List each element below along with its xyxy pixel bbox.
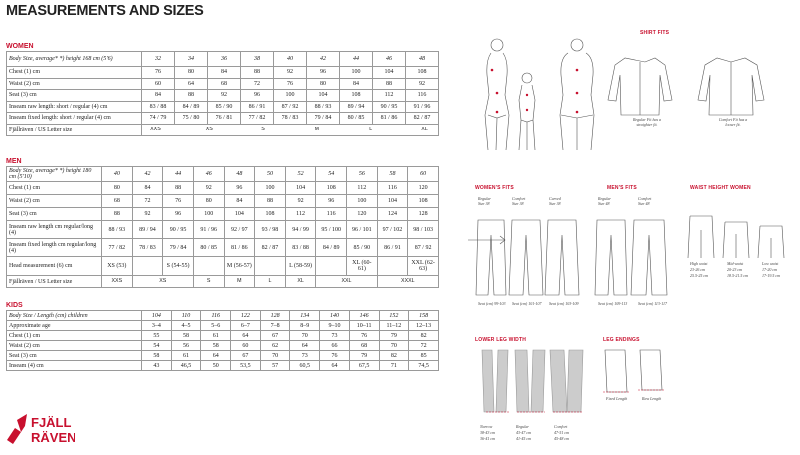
table-cell: 71 (379, 361, 409, 371)
table-cell: 78 / 83 (274, 113, 307, 125)
table-cell: 80 (175, 67, 208, 79)
leg-endings-icons (605, 350, 662, 392)
table-cell: M (56-57) (224, 257, 255, 276)
table-cell: 40 (274, 52, 307, 67)
woman-figure-icon (485, 39, 509, 150)
table-cell: 100 (255, 182, 286, 195)
waist-low-b: 17-19.5 cm (762, 273, 780, 278)
table-cell: 62 (260, 341, 290, 351)
row-label: Inseam fixed length cm regular/long (4) (7, 239, 102, 257)
table-cell: 55 (142, 331, 172, 341)
table-cell: 57 (260, 361, 290, 371)
table-cell: 108 (340, 90, 373, 102)
waist-high-b: 25.5-25 cm (690, 273, 708, 278)
table-cell: 81 / 86 (224, 239, 255, 257)
row-label: Chest (1) cm (7, 182, 102, 195)
table-cell: 32 (142, 52, 175, 67)
table-cell: 104 (373, 67, 406, 79)
table-cell: 68 (208, 78, 241, 90)
table-cell: 85 / 90 (347, 239, 378, 257)
waist-mid-b: 18.5-21.5 cm (727, 273, 748, 278)
table-cell: 88 / 93 (102, 221, 133, 239)
table-cell: 91 / 96 (406, 101, 439, 113)
row-label: Waist (2) cm (7, 78, 142, 90)
table-cell: 82 / 87 (255, 239, 286, 257)
table-cell: 96 (307, 67, 340, 79)
table-cell: 116 (377, 182, 408, 195)
row-label: Approximate age (7, 321, 142, 331)
table-cell: 64 (320, 361, 350, 371)
svg-text:FJÄLL: FJÄLL (31, 415, 72, 430)
table-cell: 74,5 (409, 361, 439, 371)
table-cell: 108 (406, 67, 439, 79)
table-cell: 88 (175, 90, 208, 102)
table-cell: 89 / 94 (132, 221, 163, 239)
table-cell: 89 / 94 (340, 101, 373, 113)
table-cell: 70 (260, 351, 290, 361)
table-cell: 90 / 95 (373, 101, 406, 113)
table-cell: 84 / 89 (175, 101, 208, 113)
table-cell: 122 (231, 311, 261, 321)
table-cell: 40 (102, 167, 133, 182)
men-heading: MEN (6, 158, 22, 165)
table-cell: 61 (201, 331, 231, 341)
table-cell: 100 (340, 67, 373, 79)
table-cell: 4–5 (171, 321, 201, 331)
table-cell: 84 (132, 182, 163, 195)
table-cell: 42 (132, 167, 163, 182)
table-cell: M (224, 276, 255, 288)
table-cell: 73 (290, 351, 320, 361)
table-cell: 83 / 88 (142, 101, 175, 113)
table-cell: 60 (142, 78, 175, 90)
table-cell: 82 (409, 331, 439, 341)
table-cell: 78 / 83 (132, 239, 163, 257)
shirt-fits-title: SHIRT FITS (640, 30, 670, 36)
wfit-regular-seat: Seat (cm) 99-103 (478, 301, 506, 306)
table-cell: XL (60-61) (347, 257, 378, 276)
table-cell: 54 (316, 167, 347, 182)
leg-regular-a: 43-47 cm (516, 430, 531, 435)
waist-high-label: High waist (690, 261, 708, 266)
table-cell: 104 (142, 311, 172, 321)
table-cell: 85 / 90 (208, 101, 241, 113)
table-cell: 76 (274, 78, 307, 90)
table-cell: XXS (102, 276, 133, 288)
table-cell: 96 (224, 182, 255, 195)
table-cell: 152 (379, 311, 409, 321)
child-figure-icon (519, 73, 535, 150)
row-label: Body Size / Length (cm) children (7, 311, 142, 321)
table-cell: 97 / 102 (377, 221, 408, 239)
table-cell: XS (205, 127, 213, 133)
table-cell: 84 / 89 (316, 239, 347, 257)
table-cell: 88 (255, 195, 286, 208)
table-cell: M (314, 127, 320, 133)
table-cell: 134 (290, 311, 320, 321)
row-label: Inseam raw length: short / regular (4) cm (7, 101, 142, 113)
table-cell: 108 (316, 182, 347, 195)
table-cell: 80 (102, 182, 133, 195)
table-cell: 48 (406, 52, 439, 67)
table-cell: 86 / 91 (241, 101, 274, 113)
leg-comfort-b: 45-48 cm (554, 436, 569, 441)
leg-narrow-b: 36-41 cm (480, 436, 495, 441)
table-cell: 80 (307, 78, 340, 90)
table-cell: 64 (201, 351, 231, 361)
table-cell: 100 (347, 195, 378, 208)
table-cell: 108 (255, 208, 286, 221)
table-cell: 112 (373, 90, 406, 102)
table-cell: 70 (290, 331, 320, 341)
wfit-regular-label: Regular (478, 196, 491, 201)
table-cell: 50 (255, 167, 286, 182)
table-cell: 104 (377, 195, 408, 208)
table-cell: L (369, 127, 373, 133)
row-label: Inseam (4) cm (7, 361, 142, 371)
shirt-comfort-icon (698, 58, 764, 115)
table-cell: XL (285, 276, 316, 288)
table-cell: 79 / 84 (307, 113, 340, 125)
mfit-regular-size: Size 48 (598, 201, 610, 206)
table-cell: 94 / 99 (285, 221, 316, 239)
row-label: Head measurement (6) cm (7, 257, 102, 276)
mfit-comfort-size: Size 48 (638, 201, 650, 206)
table-cell: 96 (241, 90, 274, 102)
table-cell: 88 (241, 67, 274, 79)
table-cell: 46,5 (171, 361, 201, 371)
table-cell: 3–4 (142, 321, 172, 331)
row-label: Waist (2) cm (7, 195, 102, 208)
table-cell: 67 (260, 331, 290, 341)
table-cell: 72 (132, 195, 163, 208)
table-cell: 66 (320, 341, 350, 351)
table-cell: 84 (340, 78, 373, 90)
table-cell: 90 / 95 (163, 221, 194, 239)
table-cell: L (58-59) (285, 257, 316, 276)
table-cell: 46 (373, 52, 406, 67)
wfit-comfort-size: Size 38 (512, 201, 524, 206)
women-heading: WOMEN (6, 43, 34, 50)
table-cell: 70 (379, 341, 409, 351)
table-cell: 81 / 86 (373, 113, 406, 125)
table-cell: 96 (316, 195, 347, 208)
table-cell: 128 (260, 311, 290, 321)
wfit-comfort-label: Comfort (512, 196, 526, 201)
table-cell: 116 (406, 90, 439, 102)
table-cell: 80 / 85 (340, 113, 373, 125)
row-label: Body Size, average* *) height 168 cm (5'6) (7, 52, 142, 67)
table-cell: 100 (274, 90, 307, 102)
table-cell: 84 (224, 195, 255, 208)
table-cell: 128 (408, 208, 439, 221)
table-cell: 79 (349, 351, 379, 361)
table-cell: 64 (175, 78, 208, 90)
table-cell: 58 (201, 341, 231, 351)
mens-fits-title: MEN'S FITS (607, 185, 637, 191)
table-cell: 92 (132, 208, 163, 221)
table-cell: 76 (320, 351, 350, 361)
table-cell: 93 / 98 (255, 221, 286, 239)
table-cell: 92 (274, 67, 307, 79)
table-cell: 100 (193, 208, 224, 221)
row-label: Chest (1) cm (7, 67, 142, 79)
leg-regular-label: Regular (516, 424, 529, 429)
table-cell: 83 / 88 (285, 239, 316, 257)
row-label: Inseam fixed length: short / regular (4) cm (7, 113, 142, 125)
table-cell: 77 / 82 (102, 239, 133, 257)
waist-mid-label: Mid-waist (727, 261, 744, 266)
leg-ending-raw-label: Raw Length (642, 396, 662, 401)
lower-leg-title: LOWER LEG WIDTH (475, 337, 527, 343)
leg-narrow-label: Narrow (480, 424, 493, 429)
table-cell: XL (421, 127, 428, 133)
table-cell: 54 (142, 341, 172, 351)
table-cell: 58 (142, 351, 172, 361)
table-cell: 76 (349, 331, 379, 341)
table-cell: 6–7 (231, 321, 261, 331)
mens-trousers-icons (595, 220, 667, 295)
table-cell: 44 (340, 52, 373, 67)
table-cell: 72 (241, 78, 274, 90)
table-cell: 72 (409, 341, 439, 351)
waist-mid-a: 20-23 cm (727, 267, 742, 272)
table-cell: 50 (201, 361, 231, 371)
table-cell: 76 / 81 (208, 113, 241, 125)
table-cell: 120 (347, 208, 378, 221)
row-label: Seat (3) cm (7, 208, 102, 221)
lower-leg-icons (482, 350, 583, 412)
table-cell: 80 / 85 (193, 239, 224, 257)
table-cell: 67 (231, 351, 261, 361)
womens-trousers-icons (476, 220, 579, 295)
table-cell: 88 (163, 182, 194, 195)
table-cell: 87 / 92 (274, 101, 307, 113)
mfit-regular-seat: Seat (cm) 109-113 (598, 301, 628, 306)
svg-text:RÄVEN: RÄVEN (31, 430, 75, 445)
row-label: Fjällräven / US Letter size (7, 276, 102, 288)
table-cell: 108 (408, 195, 439, 208)
table-cell: 84 (208, 67, 241, 79)
mfit-regular-label: Regular (598, 196, 611, 201)
table-cell: 46 (193, 167, 224, 182)
table-cell: 68 (349, 341, 379, 351)
table-cell: 86 / 91 (377, 239, 408, 257)
table-cell: 60,5 (290, 361, 320, 371)
table-cell: 56 (347, 167, 378, 182)
leg-regular-b: 41-45 cm (516, 436, 531, 441)
table-cell: 88 / 93 (307, 101, 340, 113)
table-cell: 158 (409, 311, 439, 321)
table-cell: 140 (320, 311, 350, 321)
table-cell: S (193, 276, 224, 288)
table-cell: 53,5 (231, 361, 261, 371)
table-cell: 104 (307, 90, 340, 102)
shirt-regular-icon (608, 58, 672, 115)
shirt-regular-caption: Regular Fit has a straighter fit. (632, 117, 662, 127)
page-title: MEASUREMENTS AND SIZES (6, 3, 204, 19)
table-cell: 42 (307, 52, 340, 67)
wfit-curved-seat: Seat (cm) 103-109 (549, 301, 579, 306)
table-cell: 104 (285, 182, 316, 195)
row-label: Body Size, average* *) height 180 cm (5'10) (7, 167, 102, 182)
table-cell: 82 / 87 (406, 113, 439, 125)
table-cell: 110 (171, 311, 201, 321)
table-cell: 112 (285, 208, 316, 221)
leg-ending-fixed-label: Fixed Length (606, 396, 628, 401)
table-cell: 87 / 92 (408, 239, 439, 257)
table-cell: 9–10 (320, 321, 350, 331)
table-cell: 92 / 97 (224, 221, 255, 239)
table-cell: 112 (347, 182, 378, 195)
table-cell: 43 (142, 361, 172, 371)
table-cell: 88 (102, 208, 133, 221)
wfit-curved-label: Curved (549, 196, 561, 201)
table-cell: 76 (142, 67, 175, 79)
table-cell: 56 (171, 341, 201, 351)
table-cell: 68 (102, 195, 133, 208)
table-cell: 64 (290, 341, 320, 351)
table-cell: 104 (224, 208, 255, 221)
waist-low-a: 17-20 cm (762, 267, 777, 272)
table-cell: 52 (285, 167, 316, 182)
wfit-comfort-seat: Seat (cm) 101-107 (512, 301, 542, 306)
table-cell: 80 (193, 195, 224, 208)
waist-low-label: Low waist (762, 261, 779, 266)
womens-fits-title: WOMEN'S FITS (475, 185, 514, 191)
table-cell: 92 (406, 78, 439, 90)
wfit-regular-size: Size 38 (478, 201, 490, 206)
table-cell: XXXL (377, 276, 438, 288)
shirt-comfort-caption: Comfort Fit has a looser fit. (718, 117, 748, 127)
table-cell: 88 (373, 78, 406, 90)
table-cell: 44 (163, 167, 194, 182)
waist-height-icons (688, 216, 784, 258)
waist-high-a: 23-26 cm (690, 267, 705, 272)
table-cell: 10–11 (349, 321, 379, 331)
mfit-comfort-seat: Seat (cm) 113-117 (638, 301, 667, 306)
leg-narrow-a: 38-43 cm (480, 430, 495, 435)
table-cell: 36 (208, 52, 241, 67)
table-cell: 116 (316, 208, 347, 221)
table-cell: 82 (379, 351, 409, 361)
table-cell: XXS (150, 127, 161, 133)
table-cell: 96 (163, 208, 194, 221)
row-label: Seat (3) cm (7, 351, 142, 361)
table-cell: 84 (142, 90, 175, 102)
table-cell: 96 / 101 (347, 221, 378, 239)
table-cell: 79 / 84 (163, 239, 194, 257)
wfit-curved-size: Size 38 (549, 201, 561, 206)
table-cell: 92 (285, 195, 316, 208)
row-label: Inseam raw length cm regular/long (4) (7, 221, 102, 239)
table-cell: 38 (241, 52, 274, 67)
row-label: Seat (3) cm (7, 90, 142, 102)
kids-heading: KIDS (6, 302, 23, 309)
table-cell: 98 / 103 (408, 221, 439, 239)
table-cell: 73 (320, 331, 350, 341)
table-cell: 61 (171, 351, 201, 361)
table-cell: 92 (193, 182, 224, 195)
table-cell: 64 (231, 331, 261, 341)
table-cell: 91 / 96 (193, 221, 224, 239)
leg-comfort-label: Comfort (554, 424, 568, 429)
table-cell: 85 (409, 351, 439, 361)
table-cell: 34 (175, 52, 208, 67)
table-cell: S (261, 127, 265, 133)
row-label: Waist (2) cm (7, 341, 142, 351)
table-cell: L (255, 276, 286, 288)
leg-comfort-a: 47-51 cm (554, 430, 569, 435)
table-cell: XS (132, 276, 193, 288)
leg-endings-title: LEG ENDINGS (603, 337, 640, 343)
table-cell: 120 (408, 182, 439, 195)
table-cell: 79 (379, 331, 409, 341)
table-cell: 58 (377, 167, 408, 182)
table-cell: 76 (163, 195, 194, 208)
table-cell: 12–13 (409, 321, 439, 331)
table-cell: 124 (377, 208, 408, 221)
table-cell: XXL (316, 276, 377, 288)
table-cell: 58 (171, 331, 201, 341)
table-cell: 60 (231, 341, 261, 351)
table-cell: S (54-55) (163, 257, 194, 276)
row-label: Fjällräven / US Letter size (7, 124, 142, 136)
man-figure-icon (560, 39, 594, 150)
table-cell: 74 / 79 (142, 113, 175, 125)
table-cell: XXL (62-63) (408, 257, 439, 276)
mfit-comfort-label: Comfort (638, 196, 652, 201)
table-cell: 77 / 82 (241, 113, 274, 125)
table-cell: 11–12 (379, 321, 409, 331)
table-cell: 146 (349, 311, 379, 321)
table-cell: 116 (201, 311, 231, 321)
table-cell: 95 / 100 (316, 221, 347, 239)
row-label: Chest (1) cm (7, 331, 142, 341)
table-cell: 92 (208, 90, 241, 102)
table-cell: 67,5 (349, 361, 379, 371)
table-cell: 8–9 (290, 321, 320, 331)
table-cell: 7–8 (260, 321, 290, 331)
table-cell: XS (53) (102, 257, 133, 276)
table-cell: 60 (408, 167, 439, 182)
table-cell: 48 (224, 167, 255, 182)
waist-height-title: WAIST HEIGHT WOMEN (690, 185, 751, 191)
table-cell: 75 / 80 (175, 113, 208, 125)
table-cell: 5–6 (201, 321, 231, 331)
